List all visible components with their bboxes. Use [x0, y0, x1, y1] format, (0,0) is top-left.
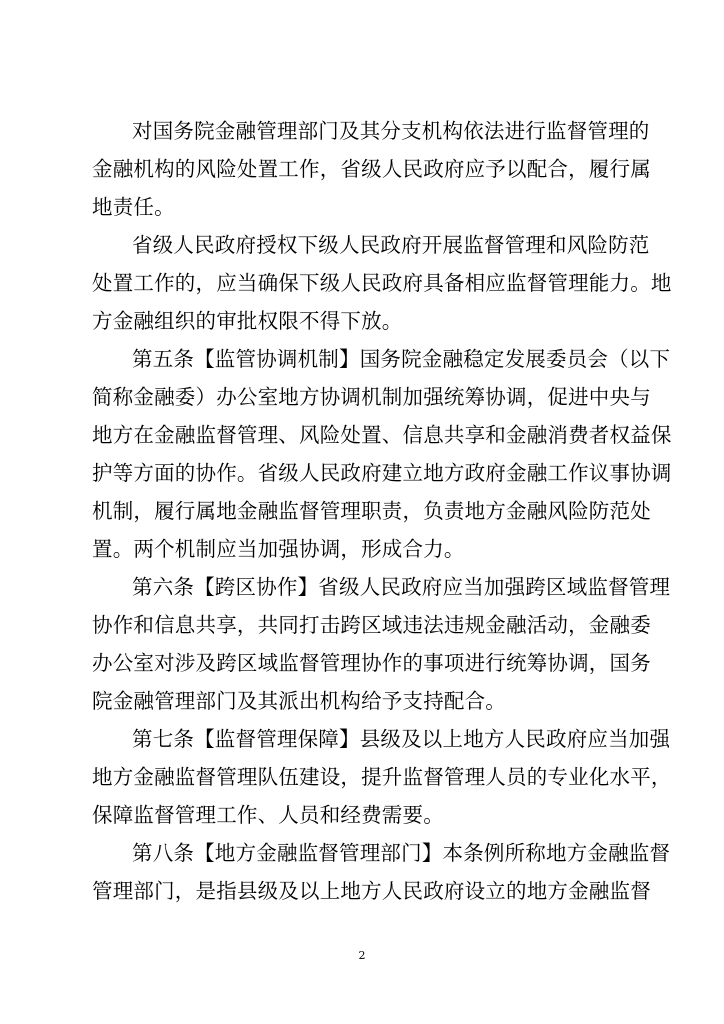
text-line: 协作和信息共享，共同打击跨区域违法违规金融活动，金融委	[92, 613, 651, 637]
text-line: 保障监督管理工作、人员和经费需要。	[92, 803, 444, 827]
text-line: 金融机构的风险处置工作，省级人民政府应予以配合，履行属	[92, 157, 651, 181]
text-line: 机制，履行属地金融监督管理职责，负责地方金融风险防范处	[92, 499, 651, 523]
text-line: 院金融管理部门及其派出机构给予支持配合。	[92, 689, 506, 713]
text-line: 简称金融委）办公室地方协调机制加强统筹协调，促进中央与	[92, 385, 651, 409]
text-line: 办公室对涉及跨区域监督管理协作的事项进行统筹协调，国务	[92, 651, 651, 675]
text-line: 地方在金融监督管理、风险处置、信息共享和金融消费者权益保	[92, 423, 672, 447]
text-line: 省级人民政府授权下级人民政府开展监督管理和风险防范	[132, 233, 650, 257]
text-line: 方金融组织的审批权限不得下放。	[92, 309, 403, 333]
page-number: 2	[358, 949, 366, 962]
text-line: 第六条【跨区协作】省级人民政府应当加强跨区域监督管理	[132, 575, 671, 599]
text-line: 地责任。	[92, 195, 175, 219]
text-line: 地方金融监督管理队伍建设，提升监督管理人员的专业化水平，	[92, 765, 672, 789]
text-line: 第八条【地方金融监督管理部门】本条例所称地方金融监督	[132, 841, 671, 865]
text-line: 第五条【监管协调机制】国务院金融稳定发展委员会（以下	[132, 347, 671, 371]
text-line: 对国务院金融管理部门及其分支机构依法进行监督管理的	[132, 119, 650, 143]
text-line: 处置工作的，应当确保下级人民政府具备相应监督管理能力。地	[92, 271, 672, 295]
text-line: 护等方面的协作。省级人民政府建立地方政府金融工作议事协调	[92, 461, 672, 485]
text-line: 管理部门，是指县级及以上地方人民政府设立的地方金融监督	[92, 879, 651, 903]
text-line: 置。两个机制应当加强协调，形成合力。	[92, 537, 465, 561]
text-line: 第七条【监督管理保障】县级及以上地方人民政府应当加强	[132, 727, 671, 751]
